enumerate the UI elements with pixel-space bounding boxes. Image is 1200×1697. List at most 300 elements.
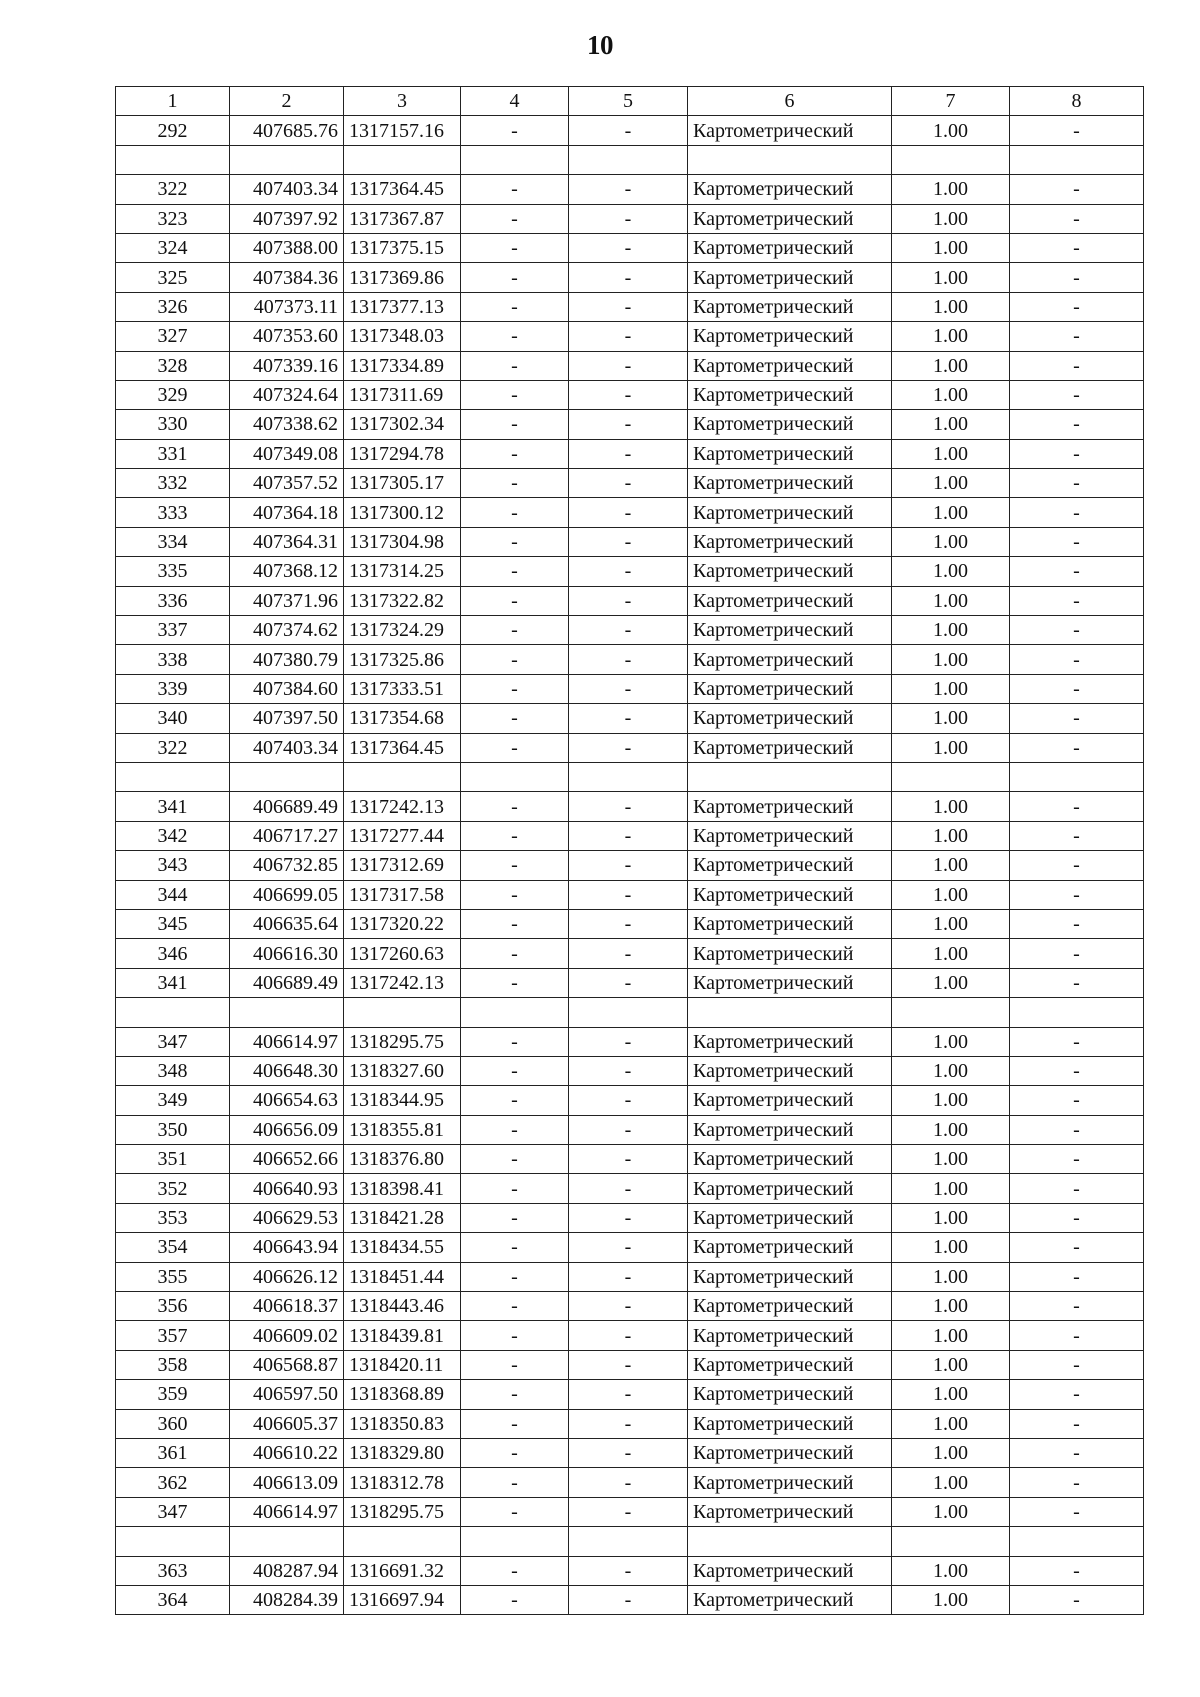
table-cell: - bbox=[1010, 939, 1144, 968]
table-cell: Картометрический bbox=[688, 1174, 892, 1203]
table-cell: - bbox=[461, 1321, 569, 1350]
table-cell: - bbox=[461, 733, 569, 762]
empty-cell bbox=[688, 1527, 892, 1556]
table-row bbox=[116, 939, 1144, 968]
table-cell: Картометрический bbox=[688, 1115, 892, 1144]
table-cell: - bbox=[461, 586, 569, 615]
group-separator-row bbox=[116, 998, 1144, 1027]
table-cell: - bbox=[461, 704, 569, 733]
table-cell: 406689.49 bbox=[230, 792, 344, 821]
table-cell: 360 bbox=[116, 1409, 230, 1438]
table-cell: 1.00 bbox=[892, 410, 1010, 439]
table-cell: - bbox=[461, 1145, 569, 1174]
table-cell: - bbox=[461, 851, 569, 880]
table-cell: 1.00 bbox=[892, 116, 1010, 145]
table-cell: - bbox=[1010, 1497, 1144, 1526]
table-cell: 1.00 bbox=[892, 733, 1010, 762]
table-cell: 406654.63 bbox=[230, 1086, 344, 1115]
table-cell: - bbox=[569, 1086, 688, 1115]
table-row bbox=[116, 616, 1144, 645]
table-cell: - bbox=[1010, 527, 1144, 556]
table-cell: - bbox=[461, 351, 569, 380]
table-cell: 1.00 bbox=[892, 1321, 1010, 1350]
table-cell: 1.00 bbox=[892, 586, 1010, 615]
table-cell: 407373.11 bbox=[230, 292, 344, 321]
table-cell: 406609.02 bbox=[230, 1321, 344, 1350]
table-row bbox=[116, 1497, 1144, 1526]
table-cell: 1318421.28 bbox=[344, 1203, 461, 1232]
table-cell: Картометрический bbox=[688, 292, 892, 321]
table-cell: Картометрический bbox=[688, 204, 892, 233]
table-cell: 1.00 bbox=[892, 439, 1010, 468]
table-cell: - bbox=[569, 1027, 688, 1056]
table-cell: 323 bbox=[116, 204, 230, 233]
table-cell: 341 bbox=[116, 968, 230, 997]
table-cell: 322 bbox=[116, 175, 230, 204]
table-cell: 329 bbox=[116, 380, 230, 409]
table-cell: 338 bbox=[116, 645, 230, 674]
table-cell: Картометрический bbox=[688, 1585, 892, 1614]
table-cell: - bbox=[569, 1174, 688, 1203]
column-header: 8 bbox=[1010, 87, 1144, 116]
table-cell: 1317325.86 bbox=[344, 645, 461, 674]
table-cell: 1318368.89 bbox=[344, 1380, 461, 1409]
table-cell: - bbox=[1010, 498, 1144, 527]
table-cell: - bbox=[1010, 1409, 1144, 1438]
table-cell: 1.00 bbox=[892, 1350, 1010, 1379]
table-cell: 347 bbox=[116, 1497, 230, 1526]
table-cell: Картометрический bbox=[688, 175, 892, 204]
table-cell: - bbox=[1010, 322, 1144, 351]
table-cell: - bbox=[1010, 1056, 1144, 1085]
table-cell: - bbox=[1010, 233, 1144, 262]
group-separator-row bbox=[116, 1527, 1144, 1556]
table-cell: 341 bbox=[116, 792, 230, 821]
table-cell: - bbox=[461, 439, 569, 468]
table-cell: - bbox=[1010, 1115, 1144, 1144]
empty-cell bbox=[688, 145, 892, 174]
table-cell: - bbox=[569, 498, 688, 527]
table-cell: 361 bbox=[116, 1438, 230, 1467]
table-cell: 1318451.44 bbox=[344, 1262, 461, 1291]
table-cell: Картометрический bbox=[688, 704, 892, 733]
table-cell: - bbox=[569, 1115, 688, 1144]
table-row bbox=[116, 821, 1144, 850]
table-cell: 406652.66 bbox=[230, 1145, 344, 1174]
table-cell: Картометрический bbox=[688, 1468, 892, 1497]
table-cell: - bbox=[1010, 557, 1144, 586]
table-cell: 1318443.46 bbox=[344, 1292, 461, 1321]
table-cell: - bbox=[461, 1585, 569, 1614]
table-cell: - bbox=[569, 939, 688, 968]
table-row bbox=[116, 880, 1144, 909]
table-cell: - bbox=[1010, 410, 1144, 439]
table-cell: 332 bbox=[116, 469, 230, 498]
table-cell: 1318398.41 bbox=[344, 1174, 461, 1203]
empty-cell bbox=[344, 145, 461, 174]
table-cell: - bbox=[569, 175, 688, 204]
empty-cell bbox=[461, 998, 569, 1027]
table-cell: - bbox=[1010, 116, 1144, 145]
column-header: 3 bbox=[344, 87, 461, 116]
table-row bbox=[116, 1321, 1144, 1350]
table-cell: 1317277.44 bbox=[344, 821, 461, 850]
table-row bbox=[116, 1056, 1144, 1085]
empty-cell bbox=[116, 1527, 230, 1556]
table-cell: 1.00 bbox=[892, 616, 1010, 645]
table-cell: - bbox=[1010, 1380, 1144, 1409]
coordinates-table bbox=[115, 86, 1144, 1615]
table-cell: 342 bbox=[116, 821, 230, 850]
table-cell: Картометрический bbox=[688, 880, 892, 909]
table-row bbox=[116, 851, 1144, 880]
table-cell: 407349.08 bbox=[230, 439, 344, 468]
table-cell: 407357.52 bbox=[230, 469, 344, 498]
table-cell: - bbox=[461, 616, 569, 645]
table-cell: 1.00 bbox=[892, 1585, 1010, 1614]
table-cell: 339 bbox=[116, 674, 230, 703]
table-cell: - bbox=[569, 322, 688, 351]
table-cell: - bbox=[1010, 1292, 1144, 1321]
table-cell: - bbox=[1010, 1086, 1144, 1115]
table-cell: - bbox=[1010, 586, 1144, 615]
empty-cell bbox=[1010, 762, 1144, 791]
table-row bbox=[116, 645, 1144, 674]
table-cell: 1.00 bbox=[892, 1115, 1010, 1144]
table-cell: 406648.30 bbox=[230, 1056, 344, 1085]
table-cell: Картометрический bbox=[688, 1203, 892, 1232]
table-cell: 406626.12 bbox=[230, 1262, 344, 1291]
table-cell: 1317311.69 bbox=[344, 380, 461, 409]
table-cell: 1.00 bbox=[892, 1468, 1010, 1497]
empty-cell bbox=[569, 762, 688, 791]
table-cell: - bbox=[461, 204, 569, 233]
table-cell: 406614.97 bbox=[230, 1497, 344, 1526]
table-cell: - bbox=[461, 821, 569, 850]
table-cell: 362 bbox=[116, 1468, 230, 1497]
empty-cell bbox=[230, 762, 344, 791]
table-cell: 408287.94 bbox=[230, 1556, 344, 1585]
table-cell: 1317242.13 bbox=[344, 792, 461, 821]
table-cell: 1.00 bbox=[892, 1556, 1010, 1585]
table-cell: 407384.36 bbox=[230, 263, 344, 292]
table-cell: 1317157.16 bbox=[344, 116, 461, 145]
table-cell: - bbox=[461, 792, 569, 821]
table-cell: - bbox=[461, 1115, 569, 1144]
table-cell: - bbox=[1010, 704, 1144, 733]
table-cell: 407353.60 bbox=[230, 322, 344, 351]
column-header: 7 bbox=[892, 87, 1010, 116]
table-row bbox=[116, 1409, 1144, 1438]
table-cell: Картометрический bbox=[688, 645, 892, 674]
table-cell: - bbox=[1010, 1262, 1144, 1291]
table-cell: Картометрический bbox=[688, 1380, 892, 1409]
table-row bbox=[116, 498, 1144, 527]
table-cell: - bbox=[569, 1497, 688, 1526]
table-cell: 1317377.13 bbox=[344, 292, 461, 321]
table-cell: 1318329.80 bbox=[344, 1438, 461, 1467]
table-row bbox=[116, 1086, 1144, 1115]
table-cell: 1318312.78 bbox=[344, 1468, 461, 1497]
table-cell: - bbox=[461, 1174, 569, 1203]
table-cell: 322 bbox=[116, 733, 230, 762]
table-cell: - bbox=[569, 704, 688, 733]
table-cell: 336 bbox=[116, 586, 230, 615]
table-row bbox=[116, 469, 1144, 498]
table-cell: 1317317.58 bbox=[344, 880, 461, 909]
empty-cell bbox=[1010, 145, 1144, 174]
table-cell: 407364.18 bbox=[230, 498, 344, 527]
table-cell: - bbox=[461, 292, 569, 321]
table-cell: 1.00 bbox=[892, 792, 1010, 821]
table-cell: 406656.09 bbox=[230, 1115, 344, 1144]
table-cell: Картометрический bbox=[688, 1086, 892, 1115]
table-cell: - bbox=[569, 616, 688, 645]
table-cell: - bbox=[461, 527, 569, 556]
table-cell: 1318295.75 bbox=[344, 1027, 461, 1056]
empty-cell bbox=[892, 762, 1010, 791]
table-cell: - bbox=[461, 410, 569, 439]
page-number: 10 bbox=[587, 30, 613, 60]
table-cell: 1.00 bbox=[892, 939, 1010, 968]
table-cell: 356 bbox=[116, 1292, 230, 1321]
table-cell: 1.00 bbox=[892, 527, 1010, 556]
table-row bbox=[116, 1145, 1144, 1174]
table-cell: Картометрический bbox=[688, 1321, 892, 1350]
table-cell: Картометрический bbox=[688, 968, 892, 997]
table-cell: - bbox=[1010, 1233, 1144, 1262]
table-cell: - bbox=[1010, 645, 1144, 674]
table-cell: 1317302.34 bbox=[344, 410, 461, 439]
table-cell: 345 bbox=[116, 909, 230, 938]
table-cell: 406640.93 bbox=[230, 1174, 344, 1203]
table-cell: - bbox=[461, 1380, 569, 1409]
table-cell: 355 bbox=[116, 1262, 230, 1291]
table-cell: - bbox=[461, 1468, 569, 1497]
table-row bbox=[116, 1350, 1144, 1379]
table-cell: Картометрический bbox=[688, 909, 892, 938]
table-cell: 1317364.45 bbox=[344, 733, 461, 762]
table-cell: 1.00 bbox=[892, 1438, 1010, 1467]
table-cell: - bbox=[569, 1233, 688, 1262]
table-cell: - bbox=[569, 1438, 688, 1467]
table-cell: - bbox=[1010, 1203, 1144, 1232]
empty-cell bbox=[230, 145, 344, 174]
table-cell: Картометрический bbox=[688, 1145, 892, 1174]
table-cell: - bbox=[1010, 380, 1144, 409]
table-row bbox=[116, 1438, 1144, 1467]
table-cell: - bbox=[1010, 909, 1144, 938]
table-cell: - bbox=[569, 1585, 688, 1614]
table-cell: - bbox=[569, 674, 688, 703]
table-cell: Картометрический bbox=[688, 1438, 892, 1467]
table-cell: 353 bbox=[116, 1203, 230, 1232]
table-row bbox=[116, 1115, 1144, 1144]
empty-cell bbox=[892, 145, 1010, 174]
table-cell: 1317312.69 bbox=[344, 851, 461, 880]
table-cell: - bbox=[461, 1292, 569, 1321]
table-cell: - bbox=[461, 1027, 569, 1056]
table-cell: 1.00 bbox=[892, 1145, 1010, 1174]
table-cell: 406614.97 bbox=[230, 1027, 344, 1056]
table-cell: - bbox=[461, 380, 569, 409]
group-separator-row bbox=[116, 145, 1144, 174]
table-cell: 1317375.15 bbox=[344, 233, 461, 262]
table-cell: 1318327.60 bbox=[344, 1056, 461, 1085]
table-cell: 1317294.78 bbox=[344, 439, 461, 468]
table-cell: 1.00 bbox=[892, 968, 1010, 997]
table-cell: - bbox=[1010, 1585, 1144, 1614]
table-cell: - bbox=[569, 1203, 688, 1232]
table-row bbox=[116, 968, 1144, 997]
table-cell: Картометрический bbox=[688, 439, 892, 468]
table-cell: - bbox=[1010, 674, 1144, 703]
table-cell: Картометрический bbox=[688, 469, 892, 498]
table-cell: 406618.37 bbox=[230, 1292, 344, 1321]
table-cell: 1.00 bbox=[892, 1233, 1010, 1262]
table-row bbox=[116, 1262, 1144, 1291]
table-cell: - bbox=[1010, 204, 1144, 233]
table-cell: 1.00 bbox=[892, 1174, 1010, 1203]
table-cell: 331 bbox=[116, 439, 230, 468]
table-row bbox=[116, 263, 1144, 292]
table-cell: 406732.85 bbox=[230, 851, 344, 880]
table-cell: 1.00 bbox=[892, 1086, 1010, 1115]
table-cell: - bbox=[1010, 792, 1144, 821]
table-row bbox=[116, 1556, 1144, 1585]
table-cell: 1.00 bbox=[892, 557, 1010, 586]
table-cell: 1318434.55 bbox=[344, 1233, 461, 1262]
column-header: 6 bbox=[688, 87, 892, 116]
table-cell: 334 bbox=[116, 527, 230, 556]
table-cell: 350 bbox=[116, 1115, 230, 1144]
table-row bbox=[116, 322, 1144, 351]
table-cell: 1.00 bbox=[892, 1027, 1010, 1056]
table-cell: - bbox=[461, 322, 569, 351]
table-cell: Картометрический bbox=[688, 410, 892, 439]
table-cell: - bbox=[461, 1497, 569, 1526]
table-cell: - bbox=[1010, 851, 1144, 880]
table-row bbox=[116, 410, 1144, 439]
empty-cell bbox=[892, 998, 1010, 1027]
table-cell: 407338.62 bbox=[230, 410, 344, 439]
table-cell: Картометрический bbox=[688, 527, 892, 556]
table-cell: 406635.64 bbox=[230, 909, 344, 938]
table-cell: - bbox=[1010, 1174, 1144, 1203]
table-cell: 348 bbox=[116, 1056, 230, 1085]
table-cell: 330 bbox=[116, 410, 230, 439]
table-cell: - bbox=[1010, 1027, 1144, 1056]
table-cell: Картометрический bbox=[688, 851, 892, 880]
table-row bbox=[116, 175, 1144, 204]
empty-cell bbox=[1010, 1527, 1144, 1556]
table-cell: 1317242.13 bbox=[344, 968, 461, 997]
table-cell: 407364.31 bbox=[230, 527, 344, 556]
table-cell: 406613.09 bbox=[230, 1468, 344, 1497]
table-cell: 407368.12 bbox=[230, 557, 344, 586]
table-cell: 351 bbox=[116, 1145, 230, 1174]
table-cell: 406616.30 bbox=[230, 939, 344, 968]
table-cell: 408284.39 bbox=[230, 1585, 344, 1614]
table-cell: - bbox=[569, 233, 688, 262]
table-cell: - bbox=[461, 1438, 569, 1467]
table-cell: 1317324.29 bbox=[344, 616, 461, 645]
table-cell: - bbox=[1010, 880, 1144, 909]
table-cell: 340 bbox=[116, 704, 230, 733]
table-cell: - bbox=[569, 1468, 688, 1497]
table-cell: 1.00 bbox=[892, 1262, 1010, 1291]
table-row bbox=[116, 380, 1144, 409]
table-cell: Картометрический bbox=[688, 1056, 892, 1085]
table-cell: - bbox=[461, 1056, 569, 1085]
empty-cell bbox=[1010, 998, 1144, 1027]
table-cell: Картометрический bbox=[688, 1556, 892, 1585]
table-cell: - bbox=[461, 909, 569, 938]
table-cell: Картометрический bbox=[688, 322, 892, 351]
table-cell: - bbox=[1010, 616, 1144, 645]
table-cell: - bbox=[1010, 175, 1144, 204]
empty-cell bbox=[116, 998, 230, 1027]
table-row bbox=[116, 733, 1144, 762]
table-cell: Картометрический bbox=[688, 1027, 892, 1056]
table-cell: - bbox=[569, 586, 688, 615]
table-cell: Картометрический bbox=[688, 1262, 892, 1291]
table-cell: - bbox=[1010, 263, 1144, 292]
empty-cell bbox=[116, 145, 230, 174]
table-cell: 1.00 bbox=[892, 351, 1010, 380]
table-row bbox=[116, 1468, 1144, 1497]
table-cell: - bbox=[1010, 292, 1144, 321]
table-cell: - bbox=[569, 1321, 688, 1350]
table-cell: 406717.27 bbox=[230, 821, 344, 850]
table-row bbox=[116, 557, 1144, 586]
table-cell: - bbox=[569, 792, 688, 821]
table-cell: - bbox=[569, 410, 688, 439]
table-cell: - bbox=[461, 674, 569, 703]
table-cell: 357 bbox=[116, 1321, 230, 1350]
empty-cell bbox=[569, 145, 688, 174]
table-cell: - bbox=[1010, 1145, 1144, 1174]
table-cell: 1317334.89 bbox=[344, 351, 461, 380]
table-cell: - bbox=[569, 1056, 688, 1085]
table-cell: 1.00 bbox=[892, 645, 1010, 674]
empty-cell bbox=[688, 762, 892, 791]
table-row bbox=[116, 204, 1144, 233]
table-cell: - bbox=[569, 1262, 688, 1291]
empty-cell bbox=[569, 998, 688, 1027]
table-cell: 1317369.86 bbox=[344, 263, 461, 292]
table-cell: 407397.92 bbox=[230, 204, 344, 233]
empty-cell bbox=[461, 762, 569, 791]
table-cell: 1318344.95 bbox=[344, 1086, 461, 1115]
table-cell: 406629.53 bbox=[230, 1203, 344, 1232]
table-row bbox=[116, 792, 1144, 821]
empty-cell bbox=[116, 762, 230, 791]
table-cell: 1.00 bbox=[892, 380, 1010, 409]
table-cell: - bbox=[569, 292, 688, 321]
table-cell: 407324.64 bbox=[230, 380, 344, 409]
table-cell: Картометрический bbox=[688, 351, 892, 380]
table-cell: 406597.50 bbox=[230, 1380, 344, 1409]
table-cell: - bbox=[569, 380, 688, 409]
table-cell: - bbox=[569, 557, 688, 586]
table-cell: - bbox=[569, 968, 688, 997]
table-cell: - bbox=[461, 1556, 569, 1585]
table-cell: - bbox=[461, 1262, 569, 1291]
table-cell: 406699.05 bbox=[230, 880, 344, 909]
table-cell: 1.00 bbox=[892, 204, 1010, 233]
table-cell: Картометрический bbox=[688, 674, 892, 703]
